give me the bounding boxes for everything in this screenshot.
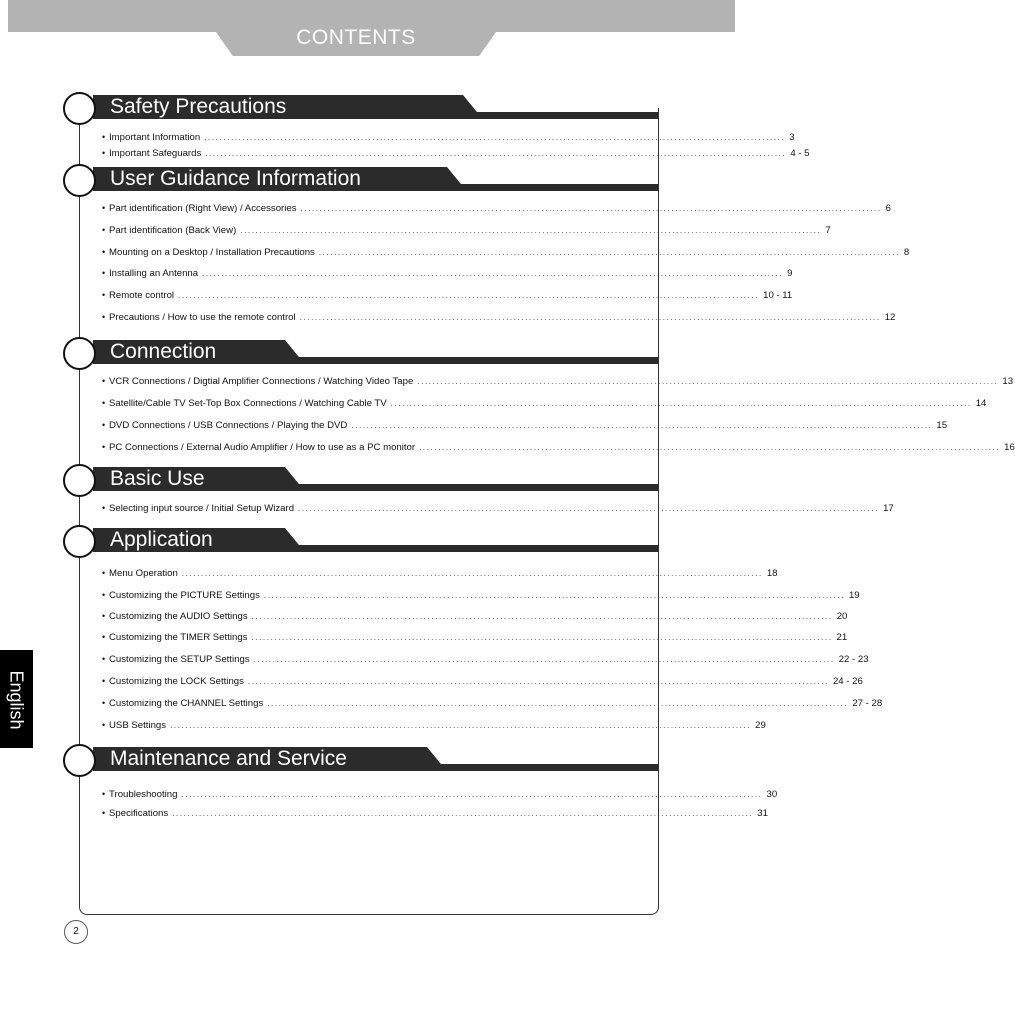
section-circle [63,337,96,370]
bullet: • [102,268,106,278]
section-header-user-guidance [63,167,658,203]
toc-entry[interactable] [102,630,848,646]
toc-entry[interactable] [102,130,795,146]
toc-entry[interactable] [102,440,1015,456]
toc-entry-label: Troubleshooting [109,789,178,800]
toc-entry-page: 8 [903,247,910,258]
toc-entry[interactable] [102,609,848,625]
toc-entry-label: Satellite/Cable TV Set-Top Box Connections / Watching Cable TV [109,398,387,409]
toc-entry[interactable] [102,418,948,434]
toc-entry-page: 12 [884,312,896,323]
section-circle [63,164,96,197]
leader-dots: ........................................................................................................................................................ [181,569,763,578]
toc-entry-label: DVD Connections / USB Connections / Playing the DVD [109,420,348,431]
section-title: Safety Precautions [110,95,287,118]
section-circle [63,464,96,497]
bullet: • [102,148,106,158]
bullet: • [102,611,106,621]
bullet: • [102,789,106,799]
toc-entry-page: 20 [836,611,848,622]
section-header-safety [63,95,658,131]
bullet: • [102,808,106,818]
toc-entry-page: 29 [755,720,766,731]
toc-entry-label: VCR Connections / Digtial Amplifier Connections / Watching Video Tape [109,376,414,387]
bullet: • [102,698,106,708]
leader-dots: ........................................................................................................................................................ [205,149,787,158]
toc-entry-page: 7 [825,225,831,236]
bullet: • [102,132,106,142]
toc-entry-label: Customizing the CHANNEL Settings [109,698,264,709]
section-header-connection [63,340,658,376]
bullet: • [102,632,106,642]
bullet: • [102,247,106,257]
toc-entry[interactable] [102,245,910,261]
toc-entry-label: Important Safeguards [109,148,202,159]
leader-dots: ........................................................................................................................................................ [299,313,881,322]
leader-dots: ........................................................................................................................................................ [300,204,882,213]
section-title: Maintenance and Service [110,747,347,770]
bullet: • [102,376,106,386]
bullet: • [102,442,106,452]
leader-dots: ........................................................................................................................................................ [172,809,754,818]
toc-entry-label: Installing an Antenna [109,268,199,279]
toc-entry[interactable] [102,310,896,326]
toc-entry[interactable] [102,696,883,712]
section-title: Connection [110,340,217,363]
leader-dots: ........................................................................................................................................................ [204,133,786,142]
toc-entry[interactable] [102,566,778,582]
toc-entry[interactable] [102,501,894,517]
leader-dots: ........................................................................................................................................................ [419,443,1001,452]
toc-entry-page: 15 [936,420,948,431]
section-header-maintenance [63,747,658,783]
bullet: • [102,676,106,686]
toc-entry-label: Customizing the LOCK Settings [109,676,244,687]
toc-entry-label: Mounting on a Desktop / Installation Precautions [109,247,315,258]
toc-entry-label: Part identification (Right View) / Accessories [109,203,297,214]
page-number: 2 [64,920,88,944]
toc-entry-label: Customizing the AUDIO Settings [109,611,248,622]
toc-entry-page: 31 [757,808,768,819]
bullet: • [102,568,106,578]
toc-entry[interactable] [102,787,778,803]
toc-entry-page: 3 [789,132,795,143]
toc-entry-page: 9 [787,268,793,279]
leader-dots: ........................................................................................................................................................ [247,677,829,686]
toc-entry[interactable] [102,718,766,734]
leader-dots: ........................................................................................................................................................ [178,291,760,300]
language-tab-label: English [6,670,27,730]
section-header-basic-use [63,467,658,503]
toc-entry[interactable] [102,396,987,412]
toc-entry-label: Customizing the TIMER Settings [109,632,248,643]
bullet: • [102,654,106,664]
section-title: User Guidance Information [110,167,361,190]
leader-dots: ........................................................................................................................................................ [181,790,763,799]
toc-entry[interactable] [102,374,1014,390]
leader-dots: ........................................................................................................................................................ [298,504,880,513]
toc-entry-label: Selecting input source / Initial Setup Wizard [109,503,295,514]
leader-dots: ........................................................................................................................................................ [251,633,833,642]
leader-dots: ........................................................................................................................................................ [390,399,972,408]
bullet: • [102,225,106,235]
bullet: • [102,203,106,213]
toc-entry-label: USB Settings [109,720,167,731]
toc-entry[interactable] [102,652,869,668]
toc-entry-page: 30 [766,789,778,800]
toc-entry-page: 19 [848,590,860,601]
language-tab [0,650,33,748]
toc-entry-page: 6 [885,203,891,214]
toc-entry-label: Remote control [109,290,175,301]
toc-entry-label: PC Connections / External Audio Amplifier / How to use as a PC monitor [109,442,416,453]
section-title: Basic Use [110,467,205,490]
bullet: • [102,720,106,730]
bullet: • [102,290,106,300]
toc-entry-label: Specifications [109,808,169,819]
toc-entry-page: 21 [836,632,848,643]
toc-entry[interactable] [102,146,810,162]
toc-entry-page: 18 [766,568,778,579]
section-title: Application [110,528,213,551]
page-title: CONTENTS [296,26,416,49]
toc-entry-label: Menu Operation [109,568,178,579]
toc-entry[interactable] [102,588,860,604]
toc-entry-label: Part identification (Back View) [109,225,237,236]
leader-dots: ........................................................................................................................................................ [267,699,849,708]
bullet: • [102,312,106,322]
leader-dots: ........................................................................................................................................................ [240,226,822,235]
toc-entry-label: Customizing the SETUP Settings [109,654,250,665]
toc-entry[interactable] [102,288,793,304]
toc-entry-label: Precautions / How to use the remote control [109,312,296,323]
toc-entry[interactable] [102,201,891,217]
toc-entry-page: 13 [1002,376,1014,387]
section-circle [63,744,96,777]
toc-entry-page: 27 - 28 [852,698,883,709]
leader-dots: ........................................................................................................................................................ [417,377,999,386]
toc-entry-label: Important Information [109,132,201,143]
toc-entry-page: 17 [883,503,894,514]
toc-entry[interactable] [102,674,863,690]
toc-entry-page: 14 [975,398,987,409]
leader-dots: ........................................................................................................................................................ [351,421,933,430]
toc-entry-page: 10 - 11 [763,290,793,301]
section-circle [63,525,96,558]
toc-entry-page: 4 - 5 [790,148,810,159]
leader-dots: ........................................................................................................................................................ [253,655,835,664]
toc-entry[interactable] [102,806,768,822]
leader-dots: ........................................................................................................................................................ [202,269,784,278]
leader-dots: ........................................................................................................................................................ [263,591,845,600]
toc-entry-label: Customizing the PICTURE Settings [109,590,260,601]
bullet: • [102,590,106,600]
toc-entry-page: 22 - 23 [838,654,869,665]
section-circle [63,92,96,125]
leader-dots: ........................................................................................................................................................ [318,248,900,257]
bullet: • [102,420,106,430]
toc-entry-page: 16 [1004,442,1015,453]
toc-entry[interactable] [102,223,831,239]
bullet: • [102,503,106,513]
section-header-application [63,528,658,564]
toc-entry-page: 24 - 26 [832,676,863,687]
bullet: • [102,398,106,408]
leader-dots: ........................................................................................................................................................ [251,612,833,621]
leader-dots: ........................................................................................................................................................ [170,721,752,730]
toc-entry[interactable] [102,266,793,282]
